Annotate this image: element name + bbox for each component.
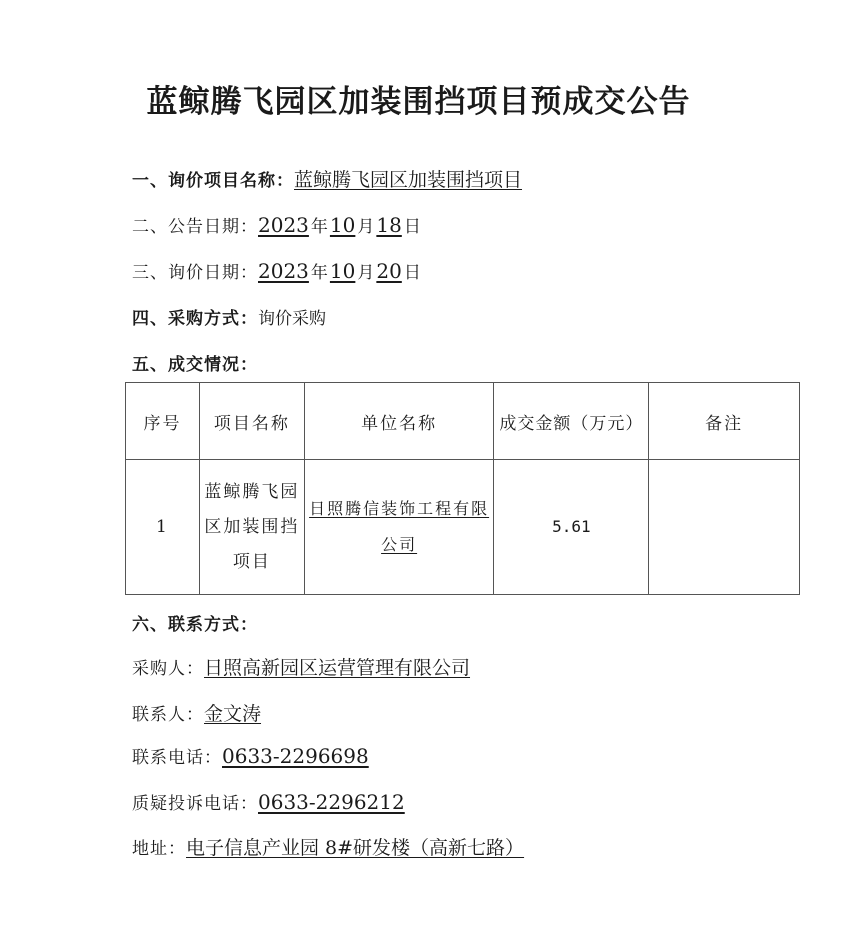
- inquiry-day: 20: [376, 259, 402, 283]
- contact-person-line: [132, 699, 261, 726]
- inquiry-month: 10: [329, 259, 356, 283]
- inquiry-date-line: [132, 258, 423, 283]
- announce-year-unit: 年: [310, 217, 328, 237]
- announce-day-unit: 日: [403, 217, 421, 237]
- complaint-phone-line: [132, 789, 405, 814]
- supplier-name: 日照腾信装饰工程有限公司: [309, 499, 490, 554]
- address-label: 地址：: [132, 839, 186, 859]
- cell-project: 蓝鲸腾飞园区加装围挡项目: [199, 460, 304, 595]
- phone-value: 0633-2296698: [222, 744, 369, 768]
- inquiry-day-unit: 日: [403, 263, 421, 283]
- page-title: 蓝鲸腾飞园区加装围挡项目预成交公告: [146, 84, 691, 120]
- contact-person-label: 联系人：: [132, 705, 204, 725]
- header-project: 项目名称: [199, 383, 304, 460]
- header-no: 序号: [126, 383, 200, 460]
- procurement-method-line: [132, 304, 326, 329]
- cell-supplier: [304, 460, 494, 595]
- deal-status-line: [132, 350, 258, 375]
- address-line: [132, 833, 524, 860]
- address-value: 电子信息产业园 8#研发楼（高新七路）: [186, 837, 525, 859]
- inquiry-year-unit: 年: [310, 263, 328, 283]
- contact-heading-line: [132, 610, 258, 635]
- procurement-method-label: 四、采购方式：: [132, 309, 258, 329]
- inquiry-year: 2023: [258, 259, 309, 283]
- deal-status-label: 五、成交情况：: [132, 355, 258, 375]
- complaint-phone-value: 0633-2296212: [258, 790, 405, 814]
- announce-date-label: 二、公告日期：: [132, 217, 258, 237]
- cell-no: 1: [126, 460, 200, 595]
- contact-heading-label: 六、联系方式：: [132, 615, 258, 635]
- table-row: [126, 460, 800, 595]
- announce-year: 2023: [258, 213, 309, 237]
- project-name-label: 一、询价项目名称：: [132, 171, 294, 191]
- procurement-method-value: 询价采购: [258, 309, 326, 329]
- header-amount: 成交金额（万元）: [494, 383, 649, 460]
- table-header-row: [126, 383, 800, 460]
- announce-month: 10: [329, 213, 356, 237]
- cell-amount: [494, 460, 649, 595]
- deal-table: [125, 382, 800, 595]
- amount-value: 5.61: [552, 517, 591, 536]
- project-name-value: 蓝鲸腾飞园区加装围挡项目: [294, 169, 523, 191]
- inquiry-month-unit: 月: [357, 263, 375, 283]
- buyer-value: 日照高新园区运营管理有限公司: [204, 657, 471, 679]
- announce-date-line: [132, 212, 423, 237]
- complaint-phone-label: 质疑投诉电话：: [132, 794, 258, 814]
- cell-note: [649, 460, 800, 595]
- buyer-line: [132, 653, 470, 680]
- header-supplier: 单位名称: [304, 383, 494, 460]
- announce-month-unit: 月: [357, 217, 375, 237]
- phone-label: 联系电话：: [132, 748, 222, 768]
- header-note: 备注: [649, 383, 800, 460]
- phone-line: [132, 743, 369, 768]
- inquiry-date-label: 三、询价日期：: [132, 263, 258, 283]
- announce-day: 18: [376, 213, 402, 237]
- project-name-line: [132, 165, 522, 192]
- buyer-label: 采购人：: [132, 659, 204, 679]
- contact-person-value: 金文涛: [204, 703, 262, 725]
